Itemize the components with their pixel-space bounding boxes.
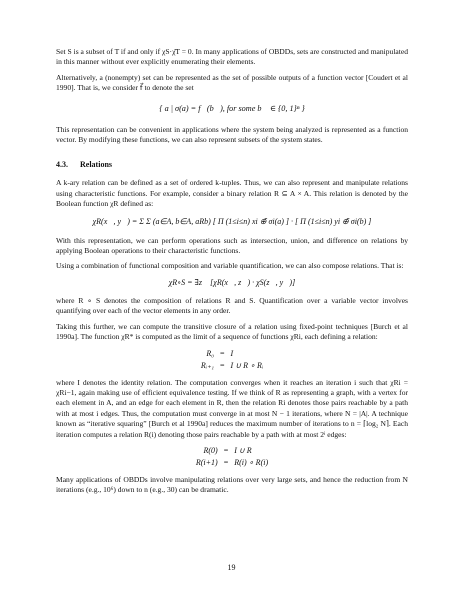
paragraph-compose: Using a combination of functional composition and variable quantification, we can also compose relations. That is: [56, 261, 404, 271]
paragraph-subset: Set S is a subset of T if and only if χS·χ̄T = 0. In many applications of OBDDs, sets are constructed and manipulated in this manner without ever explicitly enumerating their elements. [56, 47, 408, 67]
section-heading [56, 159, 408, 170]
section-number: 4.3. [56, 160, 68, 170]
equation-row [193, 457, 271, 469]
equation-set-outputs: { a | σ(a) = f⃗(b⃗), for some b⃗ ∈ {0, 1}ⁿ } [159, 103, 305, 113]
equation-composition: χR∘S = ∃z⃗ [χR(x⃗, z⃗) · χS(z⃗, y⃗)] [168, 277, 296, 287]
equation-rhs: I ∪ R [234, 445, 252, 455]
equation-row [193, 445, 271, 457]
document-page [56, 47, 408, 501]
paragraph-convergence: where I denotes the identity relation. The computation converges when it reaches an iteration i such that χRi = χRi−1, again making use of efficient equivalence testing. If we think of R as representing a graph, with a vertex for each element in A, and an edge for each element in R, then the relation Ri denotes those pairs reachable by a path with at most i edges. Thus, the computation must converge in at most N − 1 iterations, where N = |A|. A technique known as “iterative squaring” [Burch et al 1990a] reduces the maximum number of iterations to n = ⌈log₂ N⌉. Each iteration computes a relation R(i) denoting those pairs reachable by a path with at most 2ⁱ edges: [56, 377, 408, 439]
equation-lhs: R₀ [206, 348, 215, 358]
equation-relation: = [223, 445, 229, 455]
equation-lhs: Rᵢ₊₁ [200, 360, 215, 370]
equation-row [198, 348, 266, 360]
equation-relation: = [223, 457, 229, 467]
paragraph-transitive-closure: Taking this further, we can compute the transitive closure of a relation using fixed-point techniques [Burch et al 1990a]. The function χR* is computed as the limit of a sequence of functions χRi, each defining a relation: [56, 321, 408, 342]
paragraph-composition-note: where R ∘ S denotes the composition of relations R and S. Quantification over a variable vector involves quantifying over each of the vector elements in any order. [56, 295, 408, 316]
equation-rhs: R(i) ∘ R(i) [234, 457, 269, 467]
paragraph-applications: Many applications of OBDDs involve manipulating relations over very large sets, and hence the reduction from N iterations (e.g., 10⁶) down to n (e.g., 30) can be dramatic. [56, 474, 408, 495]
equation-iterative-squaring [193, 445, 271, 469]
section-title: Relations [80, 160, 112, 170]
equation-relation: = [220, 360, 225, 370]
paragraph-operations: With this representation, we can perform operations such as intersection, union, and difference on relations by applying Boolean operations to their characteristic functions. [56, 235, 408, 256]
paragraph-k-ary: A k-ary relation can be defined as a set of ordered k-tuples. Thus, we can also represent and manipulate relations using characteristic functions. For example, consider a binary relation R ⊆ A × A. This relation is denoted by the Boolean function χR defined as: [56, 178, 408, 209]
equation-fixed-point [198, 348, 266, 372]
paragraph-function-vector: Alternatively, a (nonempty) set can be represented as the set of possible outputs of a function vector [Coudert et al 1990]. That is, we consider f⃗ to denote the set [56, 72, 408, 93]
equation-characteristic-relation: χR(x⃗, y⃗) = Σ Σ (a∈A, b∈A, aRb) [ Π (1≤i≤n) xi ⊕̄ σi(a) ] · [ Π (1≤i≤n) yi ⊕̄ σi(b) ] [92, 216, 372, 226]
equation-relation: = [220, 348, 225, 358]
equation-lhs: R(0) [203, 445, 218, 455]
paragraph-representation: This representation can be convenient in applications where the system being analyzed is represented as a function vector. By modifying these functions, we can also represent subsets of the system states. [56, 124, 408, 145]
equation-row [198, 360, 266, 372]
equation-rhs: I [230, 348, 234, 358]
equation-rhs: I ∪ R ∘ Rᵢ [230, 360, 264, 370]
equation-lhs: R(i+1) [195, 457, 218, 467]
page-number: 19 [227, 563, 236, 572]
